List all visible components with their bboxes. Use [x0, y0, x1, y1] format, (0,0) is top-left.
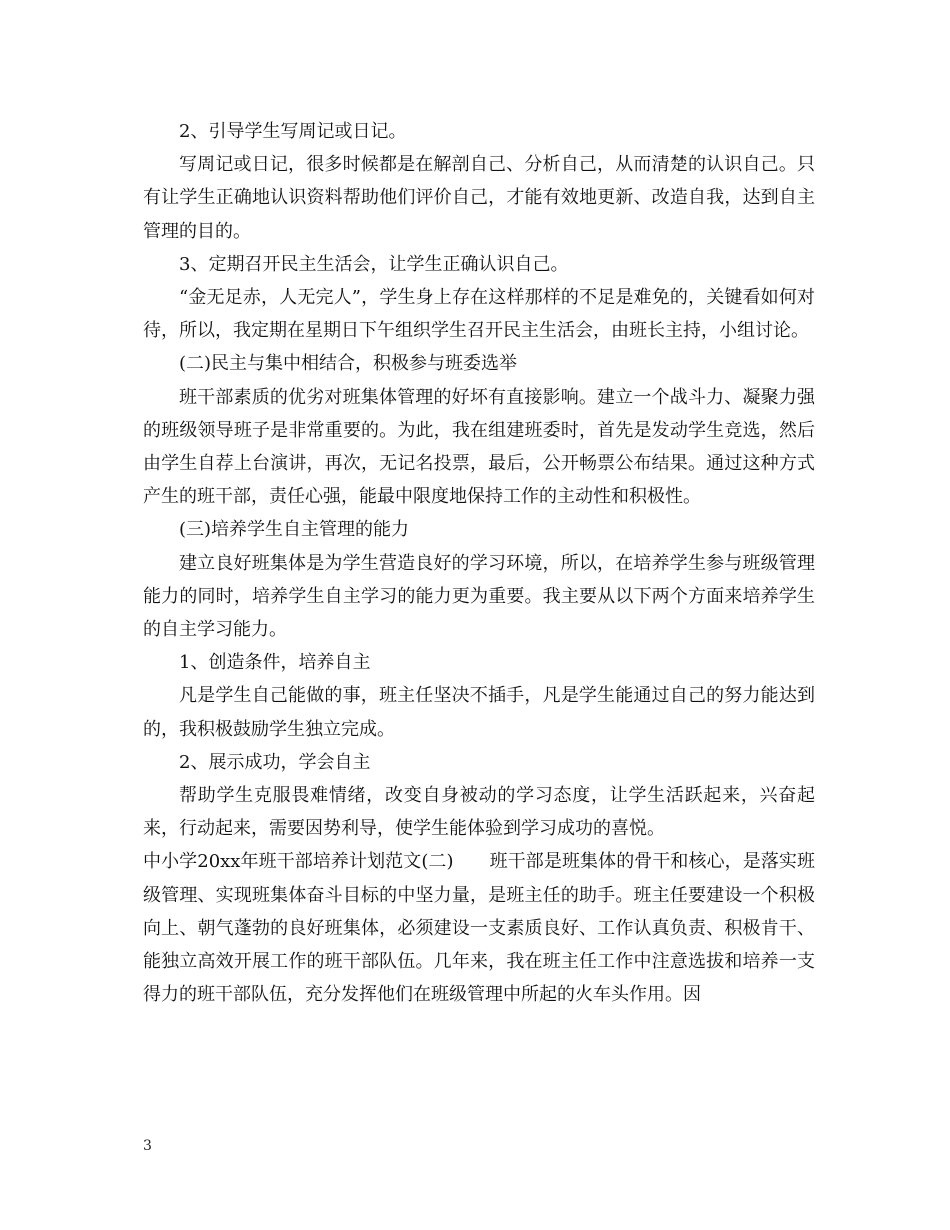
paragraph-subheading-4: 2、展示成功，学会自主 — [179, 751, 371, 773]
paragraph-body-5: 凡是学生自己能做的事，班主任坚决不插手，凡是学生能通过自己的努力能达到的，我积极鼓励学生独立完成。 — [143, 685, 815, 740]
paragraph-body-4: 建立良好班集体是为学生营造良好的学习环境，所以，在培养学生参与班级管理能力的同时，培养学生自主学习的能力更为重要。我主要从以下两个方面来培养学生的自主学习能力。 — [143, 552, 815, 641]
page-number: 3 — [143, 1138, 152, 1154]
section-heading-2: (二)民主与集中相结合，积极参与班委选举 — [179, 353, 518, 375]
final-text: 班干部是班集体的骨干和核心，是落实班级管理、实现班集体奋斗目标的中坚力量，是班主任的助手。班主任要建设一个积极向上、朝气蓬勃的良好班集体，必须建设一支素质良好、工作认真负责、积极肯干、能独立高效开展工作的班干部队伍。几年来，我在班主任工作中注意选拔和培养一支得力的班干部队伍，充分发挥他们在班级管理中所起的火车头作用。因 — [143, 851, 815, 1006]
paragraph-subheading-3: 1、创造条件，培养自主 — [179, 652, 371, 674]
document-body — [143, 115, 815, 1011]
paragraph-body-3: 班干部素质的优劣对班集体管理的好坏有直接影响。建立一个战斗力、凝聚力强的班级领导班子是非常重要的。为此，我在组建班委时，首先是发动学生竞选，然后由学生自荐上台演讲，再次，无记名投票，最后，公开畅票公布结果。通过这种方式产生的班干部，责任心强，能最中限度地保持工作的主动性和积极性。 — [143, 386, 815, 508]
paragraph-subheading-1: 2、引导学生写周记或日记。 — [179, 121, 407, 142]
section-heading-3: (三)培养学生自主管理的能力 — [179, 519, 410, 541]
final-paragraph — [143, 845, 815, 1011]
paragraph-body-1: 写周记或日记，很多时候都是在解剖自己、分析自己，从而清楚的认识自己。只有让学生正确地认识资料帮助他们评价自己，才能有效地更新、改造自我，达到自主管理的目的。 — [143, 154, 815, 242]
paragraph-body-6: 帮助学生克服畏难情绪，改变自身被动的学习态度，让学生活跃起来，兴奋起来，行动起来，需要因势利导，使学生能体验到学习成功的喜悦。 — [143, 785, 815, 840]
paragraph-subheading-2: 3、定期召开民主生活会，让学生正确认识自己。 — [179, 253, 569, 275]
final-heading: 中小学20xx年班干部培养计划范文(二) — [143, 851, 454, 873]
paragraph-body-2: “金无足赤，人无完人”，学生身上存在这样那样的不足是难免的，关键看如何对待，所以，我定期在星期日下午组织学生召开民主生活会，由班长主持，小组讨论。 — [143, 287, 815, 342]
